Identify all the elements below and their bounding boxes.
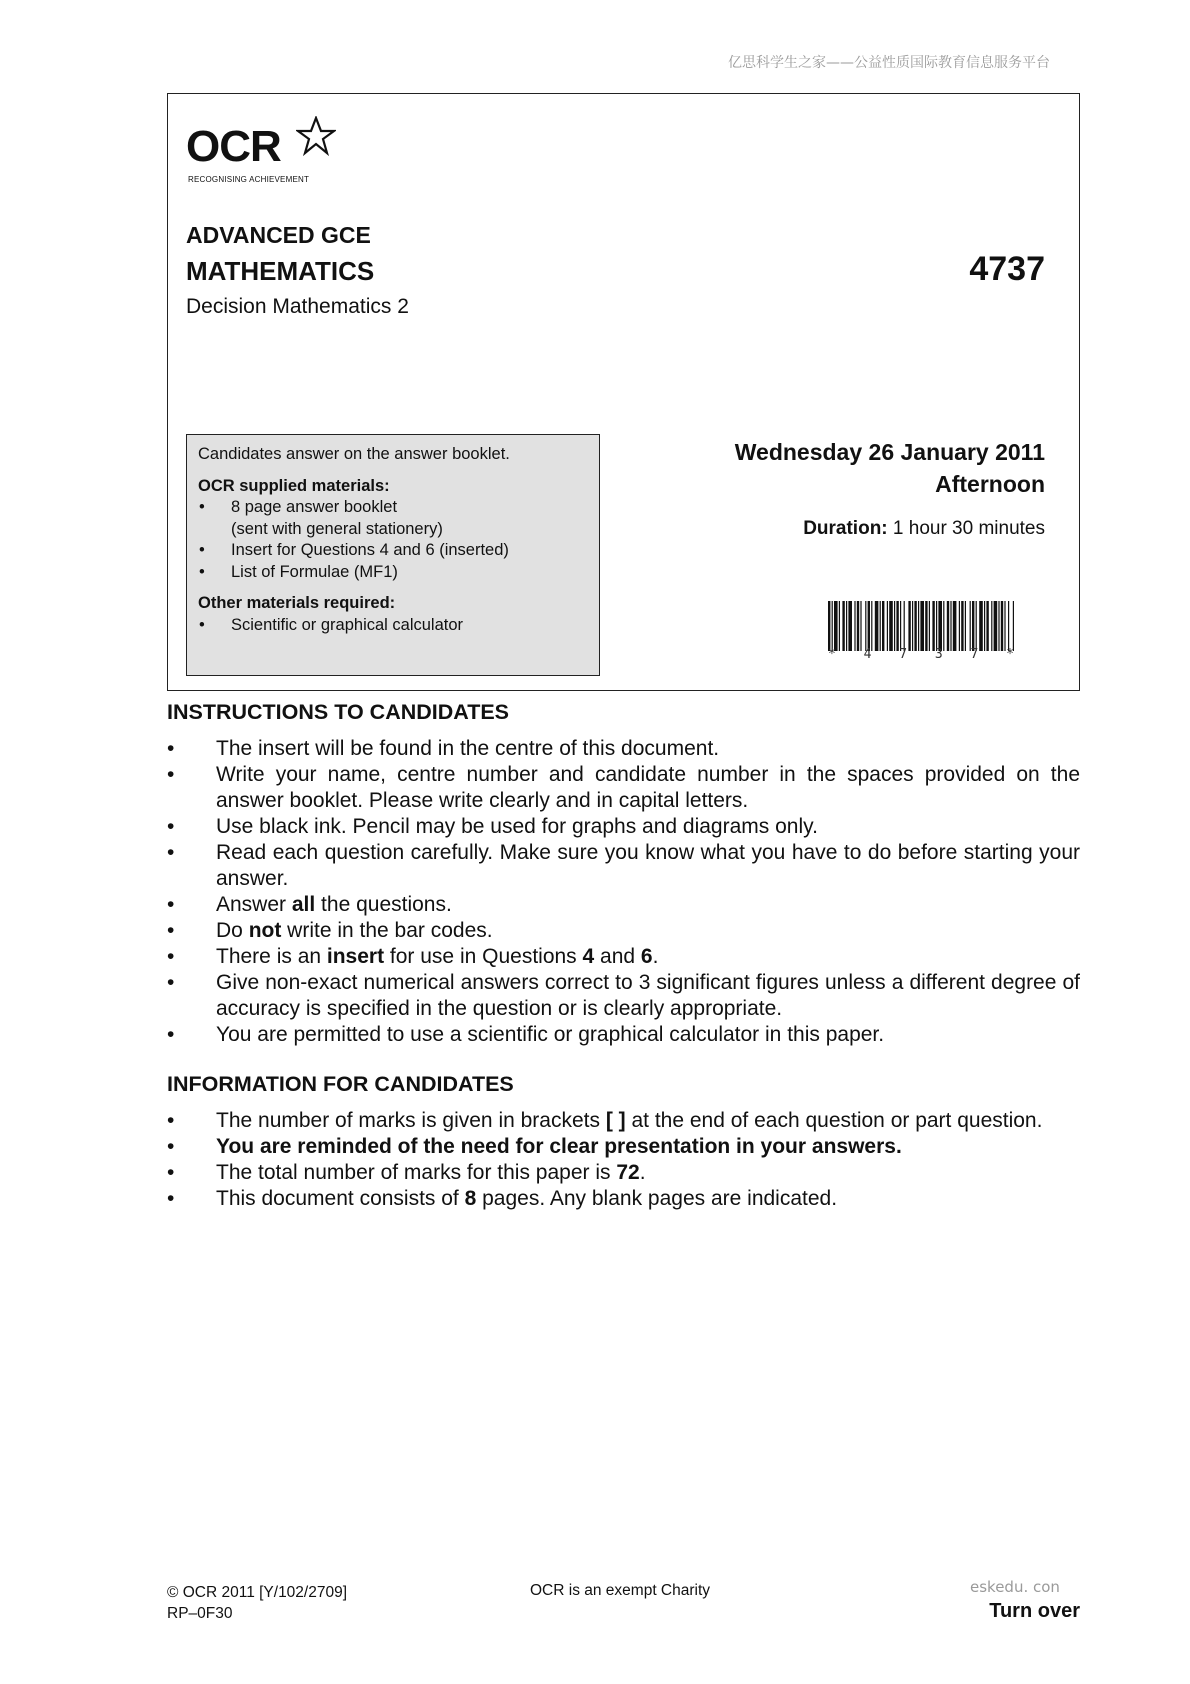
star-icon: [296, 116, 336, 158]
barcode-bar: [920, 601, 924, 651]
unit-title: Decision Mathematics 2: [186, 295, 409, 318]
barcode-bar: [865, 601, 866, 651]
qualification: ADVANCED GCE: [186, 222, 371, 248]
instruction-text: The insert will be found in the centre of this document.: [216, 737, 720, 760]
charity-note: OCR is an exempt Charity: [530, 1582, 711, 1599]
information-item: [167, 1134, 1080, 1160]
barcode-bar: [929, 601, 930, 651]
supplied-item-text: Insert for Questions 4 and 6 (inserted): [231, 541, 509, 559]
barcode-digit: 3: [934, 647, 943, 662]
emphasis: 4: [582, 945, 595, 968]
information-text: This document consists of 8 pages. Any blank pages are indicated.: [216, 1187, 838, 1210]
emphasis: insert: [326, 945, 385, 968]
barcode-bar: [908, 601, 910, 651]
instruction-item: [167, 814, 1080, 840]
barcode-bar: [882, 601, 884, 651]
duration-value: 1 hour 30 minutes: [892, 518, 1045, 539]
barcode-bar: [1004, 601, 1005, 651]
emphasis: not: [248, 919, 282, 942]
information-item: [167, 1108, 1080, 1134]
instruction-text: There is an insert for use in Questions 4 and 6.: [216, 945, 659, 968]
barcode-bar: [938, 601, 942, 651]
information-item: [167, 1186, 1080, 1212]
barcode-bar: [832, 601, 833, 651]
emphasis: 72: [616, 1161, 640, 1184]
barcode-bar: [936, 601, 937, 651]
barcode-bar: [994, 601, 998, 651]
supplied-item: [198, 497, 588, 519]
barcode-bar: [889, 601, 893, 651]
subject: MATHEMATICS: [186, 256, 375, 286]
barcode-bar: [839, 601, 840, 651]
barcode-digit: 4: [863, 647, 872, 662]
watermark-top: 亿思科学生之家——公益性质国际教育信息服务平台: [728, 55, 1050, 71]
emphasis: [ ]: [605, 1109, 626, 1132]
instruction-text: You are permitted to use a scientific or graphical calculator in this paper.: [216, 1023, 885, 1046]
barcode-bar: [918, 601, 919, 651]
barcode-bar: [925, 601, 927, 651]
other-item: [198, 615, 588, 637]
barcode-bar: [998, 601, 999, 651]
barcode-bar: [914, 601, 916, 651]
barcode-bar: [976, 601, 977, 651]
bullet: •: [167, 737, 175, 760]
barcode-bar: [904, 601, 905, 651]
barcode-bar: [953, 601, 957, 651]
instructions-heading: INSTRUCTIONS TO CANDIDATES: [167, 700, 510, 724]
barcode-bar: [900, 601, 901, 651]
barcode-bar: [947, 601, 949, 651]
instruction-text: Do not write in the bar codes.: [216, 919, 493, 942]
barcode-bar: [950, 601, 951, 651]
instruction-text: Write your name, centre number and candidate number in the spaces provided on the answer booklet. Please write clearly and in capital letters.: [216, 763, 1080, 812]
barcode-bar: [860, 601, 861, 651]
barcode-bar: [991, 601, 992, 651]
other-heading: Other materials required:: [198, 594, 396, 612]
other-item-text: Scientific or graphical calculator: [231, 615, 464, 634]
duration-label: Duration:: [803, 518, 888, 539]
barcode-bar: [880, 601, 881, 651]
bullet: •: [167, 1135, 175, 1158]
barcode-bar: [965, 601, 966, 651]
barcode-bar: [959, 601, 960, 651]
logo-tagline: RECOGNISING ACHIEVEMENT: [188, 175, 310, 184]
bullet: •: [167, 919, 175, 942]
logo-text: OCR: [186, 122, 281, 171]
barcode-bar: [972, 601, 974, 651]
barcode-bar: [857, 601, 859, 651]
barcode-bar: [894, 601, 895, 651]
emphasis: 6: [640, 945, 653, 968]
bullet: •: [167, 815, 175, 838]
barcode-bar: [979, 601, 983, 651]
instruction-item: [167, 970, 1080, 1022]
barcode-bar: [1008, 601, 1009, 651]
bullet: •: [167, 763, 175, 786]
barcode-digit: *: [1006, 647, 1014, 662]
bullet: •: [167, 1023, 175, 1046]
instruction-text: Read each question carefully. Make sure you know what you have to do before starting your answer.: [216, 841, 1080, 890]
barcode-bar: [828, 601, 830, 651]
barcode-bar: [932, 601, 934, 651]
supplied-item: [198, 540, 588, 562]
supplied-item: [198, 562, 588, 584]
barcode-bar: [834, 601, 838, 651]
barcode-bar: [984, 601, 985, 651]
instruction-text: Give non-exact numerical answers correct to 3 significant figures unless a different degree of accuracy is specified in the question or is clearly appropriate.: [216, 971, 1080, 1020]
information-text: The number of marks is given in brackets [ ] at the end of each question or part question.: [216, 1109, 1043, 1132]
instruction-item: [167, 762, 1080, 814]
bullet: •: [199, 498, 205, 516]
emphasis: all: [291, 893, 316, 916]
barcode-bar: [848, 601, 852, 651]
exam-date: Wednesday 26 January 2011: [734, 439, 1045, 465]
barcode-bar: [868, 601, 870, 651]
barcode-bar: [871, 601, 872, 651]
information-item: [167, 1160, 1080, 1186]
paper-code: 4737: [969, 250, 1045, 288]
barcode-digit: *: [828, 647, 836, 662]
information-text: The total number of marks for this paper is 72.: [216, 1161, 646, 1184]
supplied-heading: OCR supplied materials:: [198, 476, 390, 495]
information-heading: INFORMATION FOR CANDIDATES: [167, 1072, 514, 1096]
barcode-bar: [1001, 601, 1003, 651]
materials-box: [186, 434, 600, 676]
materials-intro: Candidates answer on the answer booklet.: [198, 445, 510, 463]
footer-left: [167, 1582, 347, 1624]
emphasis: 8: [464, 1187, 477, 1210]
instruction-item: [167, 918, 1080, 944]
instruction-item: [167, 736, 1080, 762]
supplied-item-note: (sent with general stationery): [231, 519, 443, 538]
barcode-bar: [854, 601, 855, 651]
bullet: •: [167, 1187, 175, 1210]
bullet: •: [167, 893, 175, 916]
bullet: •: [167, 1109, 175, 1132]
watermark-bottom: eskedu. con: [970, 1578, 1060, 1596]
turn-over: Turn over: [989, 1600, 1080, 1622]
information-list: [167, 1108, 1080, 1212]
barcode-digits: [828, 647, 1014, 662]
cover-box: [167, 93, 1080, 691]
barcode-bar: [970, 601, 971, 651]
barcode-bar: [961, 601, 963, 651]
instruction-item: [167, 892, 1080, 918]
bullet: •: [167, 971, 175, 994]
ocr-logo: [186, 116, 346, 186]
instructions-list: [167, 736, 1080, 1048]
bullet: •: [199, 615, 205, 634]
instruction-text: Use black ink. Pencil may be used for graphs and diagrams only.: [216, 815, 818, 838]
barcode-bar: [842, 601, 844, 651]
barcode-bar: [912, 601, 913, 651]
bullet: •: [167, 945, 175, 968]
copyright: © OCR 2011 [Y/102/2709]: [167, 1584, 348, 1601]
exam-session: Afternoon: [935, 471, 1045, 497]
instruction-text: Answer all the questions.: [216, 893, 452, 916]
supplied-item-text: List of Formulae (MF1): [231, 562, 398, 581]
bullet: •: [199, 562, 205, 581]
barcode-bar: [986, 601, 988, 651]
bullet: •: [199, 541, 205, 559]
barcode-digit: 7: [970, 647, 979, 662]
barcode-bar: [887, 601, 888, 651]
bullet: •: [167, 841, 175, 864]
supplied-item-text: 8 page answer booklet: [231, 498, 398, 516]
information-text: You are reminded of the need for clear presentation in your answers.: [216, 1135, 902, 1158]
barcode-bar: [875, 601, 879, 651]
bullet: •: [167, 1161, 175, 1184]
barcode-bar: [896, 601, 898, 651]
paper-ref: RP–0F30: [167, 1605, 233, 1622]
instruction-item: [167, 944, 1080, 970]
barcode-digit: 7: [899, 647, 908, 662]
instruction-item: [167, 840, 1080, 892]
barcode-bar: [846, 601, 847, 651]
instruction-item: [167, 1022, 1080, 1048]
barcode-bar: [1013, 601, 1014, 651]
barcode-bar: [943, 601, 944, 651]
duration: [803, 518, 1045, 540]
